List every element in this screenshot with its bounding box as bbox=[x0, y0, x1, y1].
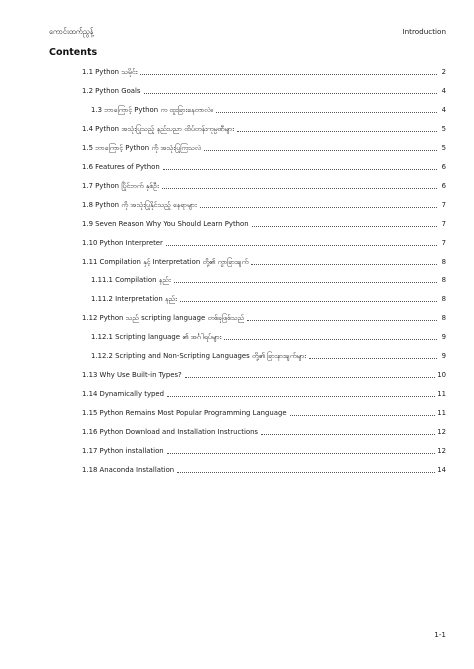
toc-dot-leader bbox=[167, 395, 435, 397]
header-author: ကောင်းထက်ညွန့် bbox=[49, 27, 94, 36]
toc-entry-label: 1.11 Compilation နှင့် Interpretation တို့၏ ကွာခြားချက် bbox=[82, 257, 249, 266]
toc-entry-label: 1.1 Python သမိုင်း bbox=[82, 68, 138, 76]
toc-entry[interactable] bbox=[82, 390, 446, 399]
toc-dot-leader bbox=[200, 206, 437, 208]
toc-dot-leader bbox=[162, 187, 437, 189]
toc-entry-label: 1.16 Python Download and Installation Instructions bbox=[82, 428, 259, 437]
toc-entry-page: 12 bbox=[437, 447, 446, 455]
toc-entry[interactable] bbox=[82, 295, 446, 304]
toc-entry-page: 8 bbox=[441, 314, 446, 323]
toc-dot-leader bbox=[140, 73, 437, 75]
contents-heading: Contents bbox=[49, 47, 98, 58]
toc-dot-leader bbox=[237, 130, 437, 132]
toc-dot-leader bbox=[290, 414, 436, 416]
toc-entry-page: 11 bbox=[437, 409, 446, 418]
toc-entry-label: 1.10 Python Interpreter bbox=[82, 238, 163, 247]
toc-entry[interactable] bbox=[82, 182, 446, 191]
toc-entry[interactable] bbox=[82, 239, 446, 248]
toc-entry[interactable] bbox=[82, 106, 446, 115]
toc-entry-page: 5 bbox=[441, 124, 446, 133]
toc-entry[interactable] bbox=[82, 409, 446, 418]
toc-entry-page: 7 bbox=[441, 219, 446, 228]
toc-entry-label: 1.18 Anaconda Installation bbox=[82, 465, 175, 474]
toc-entry[interactable] bbox=[82, 125, 446, 134]
toc-dot-leader bbox=[177, 471, 435, 473]
toc-entry-page: 4 bbox=[441, 86, 446, 95]
toc-entry-label: 1.13 Why Use Built-in Types? bbox=[82, 371, 182, 380]
toc-dot-leader bbox=[309, 357, 437, 359]
toc-entry[interactable] bbox=[82, 220, 446, 229]
toc-entry-page: 6 bbox=[441, 162, 446, 171]
toc-dot-leader bbox=[185, 376, 436, 378]
toc-entry-page: 14 bbox=[437, 465, 446, 474]
toc-entry-page: 2 bbox=[441, 68, 446, 76]
toc-entry-page: 8 bbox=[441, 257, 446, 266]
toc-entry-label: 1.17 Python installation bbox=[82, 447, 164, 455]
toc-entry-page: 9 bbox=[441, 352, 446, 361]
toc-entry[interactable] bbox=[82, 87, 446, 96]
toc-entry-label: 1.14 Dynamically typed bbox=[82, 390, 165, 399]
toc-dot-leader bbox=[180, 300, 437, 302]
toc-dot-leader bbox=[166, 244, 437, 246]
toc-dot-leader bbox=[224, 338, 437, 340]
page-number: 1-1 bbox=[434, 630, 446, 639]
toc-entry[interactable] bbox=[82, 333, 446, 342]
toc-entry-page: 11 bbox=[437, 390, 446, 399]
toc-entry-page: 4 bbox=[441, 105, 446, 114]
toc-entry-label: 1.5 ဘာကြောင့် Python ကို အသုံးပြုကြသလဲ bbox=[82, 143, 202, 152]
toc-entry-page: 7 bbox=[441, 238, 446, 247]
toc-entry-label: 1.6 Features of Python bbox=[82, 162, 160, 171]
toc-dot-leader bbox=[174, 281, 437, 283]
toc-entry-page: 12 bbox=[437, 428, 446, 437]
toc-entry-page: 6 bbox=[441, 181, 446, 190]
toc-entry-label: 1.12.2 Scripting and Non-Scripting Languages တို့၏ ခြားနားချက်များ bbox=[91, 352, 307, 361]
toc-entry[interactable] bbox=[82, 68, 446, 77]
toc-dot-leader bbox=[163, 168, 437, 170]
toc-entry[interactable] bbox=[82, 371, 446, 380]
toc-dot-leader bbox=[204, 149, 437, 151]
toc-entry[interactable] bbox=[82, 144, 446, 153]
toc-entry[interactable] bbox=[82, 276, 446, 285]
toc-dot-leader bbox=[252, 225, 437, 227]
toc-entry-page: 8 bbox=[441, 276, 446, 285]
toc-entry[interactable] bbox=[82, 163, 446, 172]
toc-dot-leader bbox=[261, 433, 435, 435]
toc-entry[interactable] bbox=[82, 466, 446, 475]
header-chapter: Introduction bbox=[402, 27, 446, 36]
toc-entry-page: 7 bbox=[441, 200, 446, 209]
toc-dot-leader bbox=[167, 452, 436, 454]
toc-dot-leader bbox=[216, 111, 437, 113]
page-header bbox=[49, 27, 446, 38]
toc-entry-page: 9 bbox=[441, 333, 446, 342]
toc-entry-label: 1.8 Python ကို အသုံးပြုနိုင်သည့် နေရာများ bbox=[82, 200, 197, 209]
toc-entry-label: 1.2 Python Goals bbox=[82, 86, 141, 95]
toc-entry-label: 1.15 Python Remains Most Popular Programming Language bbox=[82, 409, 287, 418]
toc-entry-label: 1.12.1 Scripting language ၏ အင်္ဂါရပ်များ bbox=[91, 333, 222, 342]
toc-entry[interactable] bbox=[82, 428, 446, 437]
toc-dot-leader bbox=[247, 319, 437, 321]
toc-entry[interactable] bbox=[82, 201, 446, 210]
toc-entry-label: 1.11.1 Compilation နည်း bbox=[91, 276, 171, 285]
toc-entry[interactable] bbox=[82, 447, 446, 456]
toc-entry-label: 1.11.2 Interpretation နည်း bbox=[91, 295, 177, 304]
toc-entry-label: 1.9 Seven Reason Why You Should Learn Python bbox=[82, 219, 249, 228]
toc-entry-page: 10 bbox=[437, 371, 446, 380]
toc-entry[interactable] bbox=[82, 352, 446, 361]
toc-entry-label: 1.3 ဘာကြောင့် Python က ထူးခြားနေတာလဲ။ bbox=[91, 105, 213, 114]
toc-entry[interactable] bbox=[82, 314, 446, 323]
toc-entry-page: 5 bbox=[441, 143, 446, 152]
toc-dot-leader bbox=[251, 263, 437, 265]
toc-dot-leader bbox=[144, 92, 437, 94]
toc-entry[interactable] bbox=[82, 258, 446, 267]
toc-entry-page: 8 bbox=[441, 295, 446, 304]
toc-entry-label: 1.12 Python သည် scripting language တစ်ခုဖြစ်သည် bbox=[82, 314, 245, 323]
toc-entry-label: 1.4 Python အသုံးပြုသည့် နည်းပညာ ထိပ်တန်းကုမ္ပဏီများ bbox=[82, 124, 235, 133]
toc-entry-label: 1.7 Python ပြိုင်ဘက် နှစ်ဦး bbox=[82, 181, 159, 190]
